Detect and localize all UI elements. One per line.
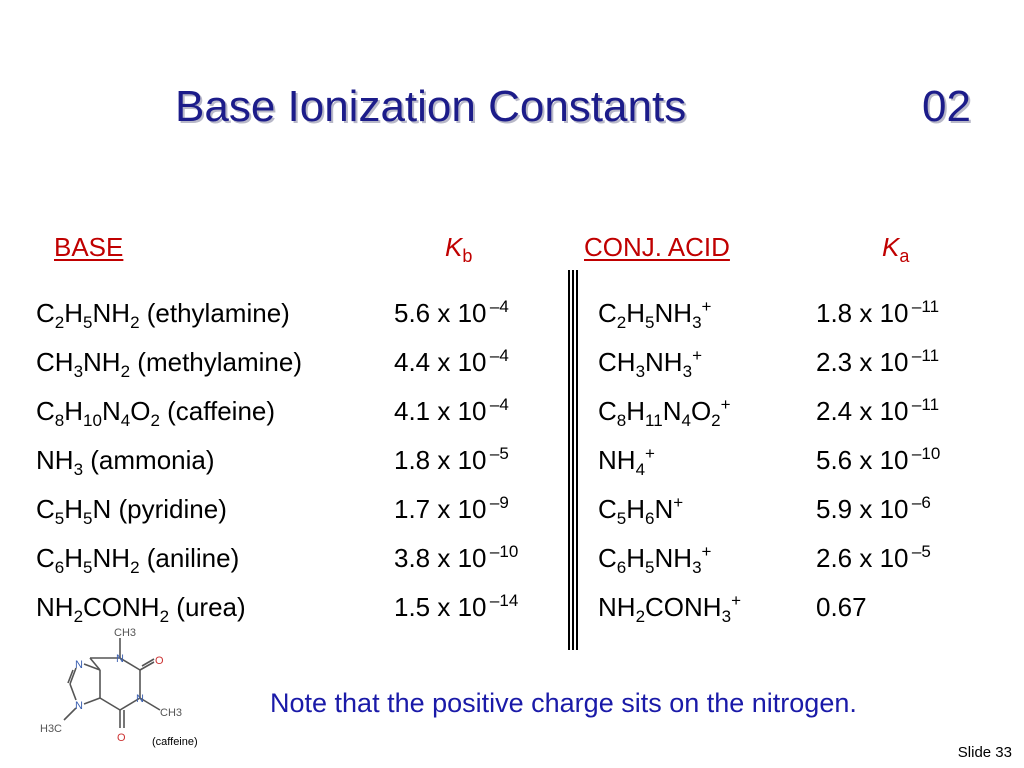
conj-acid-formula: $C_5H_6N^+$ xyxy=(598,493,684,528)
struct-top-methyl: CH3 xyxy=(114,627,137,639)
base-formula: $C_8H_{10}N_4O_2$ (caffeine) xyxy=(36,396,276,430)
kb-value: 5.6 x 10 $^{-4}$ xyxy=(394,297,509,328)
struct-n2: N xyxy=(136,693,144,705)
ka-value: 2.3 x 10 $^{-11}$ xyxy=(816,346,940,377)
title-number: 02 xyxy=(922,82,971,131)
conj-acid-formula: $C_2H_5NH_3^+$ xyxy=(598,297,712,332)
ka-value: 2.4 x 10 $^{-11}$ xyxy=(816,395,940,426)
header-kb-subscript: b xyxy=(462,246,473,266)
kb-value: 3.8 x 10 $^{-10}$ xyxy=(394,542,519,573)
header-ka xyxy=(882,232,909,267)
slide-number: Slide 33 xyxy=(957,744,1012,761)
header-kb xyxy=(445,232,472,267)
header-kb-symbol: K xyxy=(445,232,463,262)
ka-value: 5.6 x 10 $^{-10}$ xyxy=(816,444,941,475)
table-divider xyxy=(568,270,578,650)
conj-acid-formula: $NH_2CONH_3^+$ xyxy=(598,591,741,626)
kb-value: 4.1 x 10 $^{-4}$ xyxy=(394,395,509,426)
base-formula: $NH_2CONH_2$ (urea) xyxy=(36,592,246,626)
struct-n1: N xyxy=(116,653,124,665)
struct-n3: N xyxy=(75,659,83,671)
struct-o2: O xyxy=(117,732,126,744)
base-formula: $C_5H_5N$ (pyridine) xyxy=(36,494,227,528)
struct-left-methyl: H3C xyxy=(40,723,63,735)
base-formula: $CH_3NH_2$ (methylamine) xyxy=(36,347,302,381)
note-text: Note that the positive charge sits on the nitrogen. xyxy=(270,688,857,718)
header-ka-subscript: a xyxy=(899,246,910,266)
caffeine-structure xyxy=(28,620,218,755)
ka-value: 1.8 x 10 $^{-11}$ xyxy=(816,297,940,328)
conj-acid-formula: $C_8H_{11}N_4O_2^+$ xyxy=(598,395,731,430)
kb-value: 4.4 x 10 $^{-4}$ xyxy=(394,346,509,377)
conj-acid-formula: $NH_4^+$ xyxy=(598,444,655,479)
kb-value: 1.7 x 10 $^{-9}$ xyxy=(394,493,509,524)
structure-caption: (caffeine) xyxy=(152,736,198,748)
ka-value: 0.67 xyxy=(816,592,867,622)
header-base: BASE xyxy=(54,232,124,262)
kb-value: 1.8 x 10 $^{-5}$ xyxy=(394,444,509,475)
kb-value: 1.5 x 10 $^{-14}$ xyxy=(394,591,519,622)
caffeine-bonds xyxy=(64,638,160,728)
struct-n4: N xyxy=(75,700,83,712)
header-ka-symbol: K xyxy=(882,232,900,262)
page-title: Base Ionization Constants xyxy=(175,82,687,131)
header-conj-acid: CONJ. ACID xyxy=(584,232,730,262)
conj-acid-formula: $C_6H_5NH_3^+$ xyxy=(598,542,712,577)
base-formula: $C_6H_5NH_2$ (aniline) xyxy=(36,543,240,577)
conj-acid-formula: $CH_3NH_3^+$ xyxy=(598,346,702,381)
base-formula: $C_2H_5NH_2$ (ethylamine) xyxy=(36,298,290,332)
ka-value: 5.9 x 10 $^{-6}$ xyxy=(816,493,931,524)
base-formula: $NH_3$ (ammonia) xyxy=(36,445,215,479)
ka-value: 2.6 x 10 $^{-5}$ xyxy=(816,542,931,573)
struct-right-methyl: CH3 xyxy=(160,707,183,719)
struct-o1: O xyxy=(155,655,164,667)
